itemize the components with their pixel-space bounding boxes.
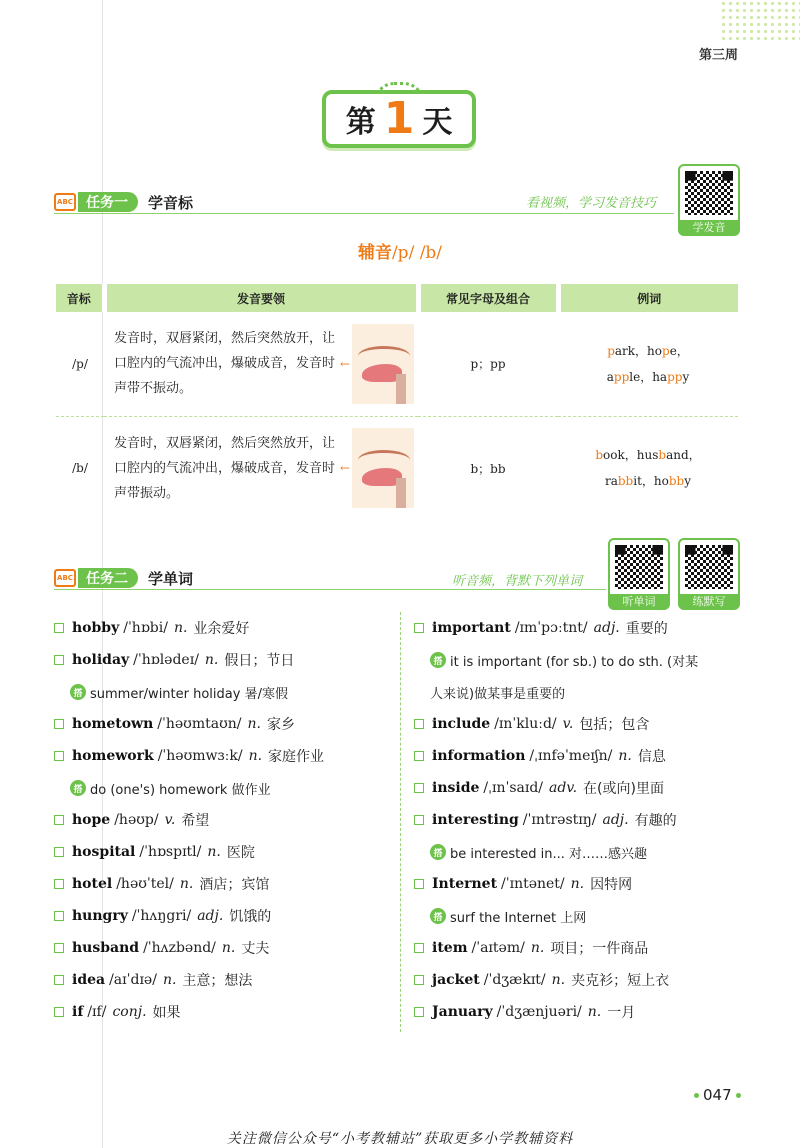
vocab-meaning: 假日；节日 [224,653,295,669]
vocab-word: hungry [72,908,128,924]
qr-caption: 练默写 [678,594,740,610]
vocab-meaning: 夹克衫；短上衣 [571,973,670,989]
vocab-item [54,964,394,996]
vocab-pos: n. [247,716,261,732]
arrow-icon: ← [340,461,351,476]
vocab-ipa: /ˈhɒspɪtl/ [139,844,202,860]
vocab-item [54,708,394,740]
qr-listen-words[interactable] [608,538,670,610]
vocab-item [54,868,394,900]
dot-icon [694,1093,699,1098]
phoneme-symbol: /p/ [56,312,104,416]
vocab-word: item [432,940,468,956]
pronunciation-description: 发音时，双唇紧闭，然后突然放开，让口腔内的气流冲出，爆破成音，发音时声带不振动。 [114,331,336,397]
checkbox[interactable] [54,655,64,665]
section-title-ipa: /p/ /b/ [391,243,443,263]
vocab-word: Internet [432,876,498,892]
vocab-ipa: /həʊp/ [114,812,159,828]
vocab-word: interesting [432,812,519,828]
vocab-ipa: /aɪˈdɪə/ [109,972,157,988]
vocab-item [54,612,394,644]
vocab-pos: n. [551,972,566,988]
vocab-ipa: /ˈaɪtəm/ [471,940,525,956]
vocab-item [414,612,754,644]
vocab-phrase [54,676,394,708]
collocation-badge-icon: 搭 [430,908,446,924]
checkbox[interactable] [54,879,64,889]
vocab-pos: n. [204,652,219,668]
col-header-technique: 发音要领 [104,284,418,312]
vocab-phrase-text: do (one's) homework 做作业 [90,782,271,798]
checkbox[interactable] [414,623,424,633]
vocab-meaning: 重要的 [625,621,668,637]
vocab-item [414,740,754,772]
page-number [690,1086,745,1104]
vocab-word: hope [72,812,111,828]
vocab-meaning: 有趣的 [634,813,677,829]
vocab-ipa: /ˈhəʊmwɜːk/ [157,748,243,764]
letter-combinations: p；pp [418,312,558,416]
vocab-meaning: 家庭作业 [268,749,325,765]
vocab-pos: n. [179,876,194,892]
qr-caption: 听单词 [608,594,670,610]
vocab-pos: conj. [112,1004,147,1020]
checkbox[interactable] [414,719,424,729]
vocab-meaning: 主意；想法 [182,973,253,989]
col-header-examples: 例词 [558,284,738,312]
column-divider [400,612,401,1032]
vocab-word: holiday [72,652,130,668]
vocab-item [414,804,754,836]
vocab-phrase [414,836,754,868]
phoneme-symbol: /b/ [72,461,88,476]
checkbox[interactable] [54,815,64,825]
vocab-phrase [414,900,754,932]
vocab-meaning: 家乡 [266,717,295,733]
arrow-icon: ← [340,356,351,371]
vocab-phrase-text: summer/winter holiday 暑/寒假 [90,686,288,702]
qr-code-icon [685,545,733,589]
vocab-meaning: 项目；一件商品 [550,941,649,957]
section-title-cn: 辅音 [357,243,392,263]
vocab-word: hotel [72,876,113,892]
task1-tag: 任务一 [78,192,138,212]
day-prefix: 第 [345,105,376,140]
vocab-word: hospital [72,844,136,860]
vocab-item [54,740,394,772]
vocab-ipa: /ˈdʒænjuəri/ [496,1004,582,1020]
vocab-word: information [432,748,526,764]
day-number: 1 [383,93,415,144]
vocab-item [54,836,394,868]
vocab-ipa: /ˈhəʊmtaʊn/ [157,716,242,732]
vocab-item [414,932,754,964]
vocab-ipa: /ɪmˈpɔːtnt/ [514,620,588,636]
vocab-pos: n. [570,876,585,892]
vocab-list-right [414,612,754,1028]
vocab-ipa: /ˌɪnfəˈmeɪʃn/ [529,748,613,764]
qr-caption: 学发音 [678,220,740,236]
vocab-word: jacket [432,972,480,988]
task1-title: 学音标 [148,193,194,212]
checkbox[interactable] [414,975,424,985]
vocab-phrase-text: 人来说)做某事是重要的 [430,686,566,702]
decorative-dots [720,0,800,40]
vocab-meaning: 业余爱好 [193,621,250,637]
qr-code-icon [615,545,663,589]
vocab-phrase [414,644,754,676]
vocab-word: include [432,716,491,732]
checkbox[interactable] [54,847,64,857]
pronunciation-description: 发音时，双唇紧闭，然后突然放开，让口腔内的气流冲出，爆破成音，发音时声带振动。 [114,435,336,501]
collocation-badge-icon: 搭 [430,844,446,860]
checkbox[interactable] [414,1007,424,1017]
vocab-pos: v. [562,716,574,732]
vocab-meaning: 一月 [607,1005,636,1021]
vocab-pos: n. [248,748,263,764]
task2-tag: 任务二 [78,568,138,588]
phonics-table [56,284,738,520]
checkbox[interactable] [414,783,424,793]
page-number-text: 047 [703,1086,732,1104]
checkbox[interactable] [54,943,64,953]
collocation-badge-icon: 搭 [430,652,446,668]
vocab-ipa: /ˈhʌŋgri/ [131,908,192,924]
letter-combinations: b；bb [470,461,506,476]
vocab-meaning: 希望 [181,813,210,829]
vocab-ipa: /ˈɪntrəstɪŋ/ [522,812,597,828]
vocab-pos: n. [173,620,188,636]
vocab-meaning: 如果 [152,1005,181,1021]
vocab-item [414,772,754,804]
vocab-phrase-text: be interested in... 对……感兴趣 [450,846,648,862]
task1-note: 看视频，学习发音技巧 [526,196,657,211]
checkbox[interactable] [54,751,64,761]
vocab-item [54,996,394,1028]
mouth-diagram-icon [352,324,414,404]
vocab-word: idea [72,972,106,988]
vocab-pos: n. [221,940,236,956]
vocab-meaning: 因特网 [590,877,633,893]
task2-note: 听音频，背默下列单词 [452,574,583,589]
vocab-list-left [54,612,394,1028]
checkbox[interactable] [414,943,424,953]
day-badge [322,90,476,148]
vocab-word: January [432,1004,493,1020]
vocab-pos: adj. [197,908,224,924]
vocab-meaning: 饥饿的 [229,909,272,925]
collocation-badge-icon: 搭 [70,780,86,796]
collocation-badge-icon: 搭 [70,684,86,700]
vocab-pos: n. [207,844,221,860]
col-header-symbol: 音标 [56,284,104,312]
vocab-pos: n. [618,748,632,764]
vocab-ipa: /ˈhʌzbənd/ [143,940,216,956]
example-words: park，hope， apple，happy [558,312,738,416]
vocab-phrase [54,772,394,804]
vocab-pos: n. [162,972,177,988]
section-title [0,238,800,263]
vocab-meaning: 酒店；宾馆 [199,877,270,893]
qr-dictation[interactable] [678,538,740,610]
footer-note: 关注微信公众号“小考教辅站”获取更多小学教辅资料 [226,1131,574,1147]
vocab-pos: n. [587,1004,602,1020]
abc-book-icon: ABC [54,569,76,587]
vocab-ipa: /ɪnˈkluːd/ [494,716,557,732]
checkbox[interactable] [54,623,64,633]
qr-code-icon [685,171,733,215]
vocab-word: if [72,1004,84,1020]
vocab-ipa: /həʊˈtel/ [116,876,174,892]
vocab-item [414,964,754,996]
week-label: 第三周 [698,48,738,63]
vocab-item [54,804,394,836]
vocab-word: hobby [72,620,120,636]
vocab-meaning: 丈夫 [241,941,270,957]
day-suffix: 天 [422,105,453,140]
vocab-meaning: 在(或向)里面 [583,781,664,797]
abc-book-icon: ABC [54,193,76,211]
mouth-diagram-icon [352,428,414,508]
dot-icon [736,1093,741,1098]
vocab-phrase-text: surf the Internet 上网 [450,910,587,926]
checkbox[interactable] [54,975,64,985]
vocab-item [414,868,754,900]
vocab-pos: adj. [602,812,629,828]
vocab-word: homework [72,748,154,764]
vocab-ipa: /ˈhɒbi/ [123,620,168,636]
vocab-pos: adj. [593,620,620,636]
vocab-meaning: 信息 [637,749,666,765]
checkbox[interactable] [414,879,424,889]
checkbox[interactable] [54,1007,64,1017]
checkbox[interactable] [414,815,424,825]
checkbox[interactable] [54,911,64,921]
vocab-pos: v. [164,812,176,828]
qr-pronunciation[interactable] [678,164,740,236]
task2-underline [54,589,606,590]
task1-underline [54,213,674,214]
vocab-item [54,644,394,676]
vocab-ipa: /ˈɪntənet/ [501,876,565,892]
vocab-item [414,708,754,740]
vocab-phrase-continued [414,676,754,708]
table-row [56,312,738,416]
table-row [56,416,738,520]
vocab-word: hometown [72,716,154,732]
vocab-ipa: /ɪf/ [87,1004,107,1020]
vocab-meaning: 医院 [226,845,255,861]
vocab-item [54,932,394,964]
vocab-word: important [432,620,511,636]
checkbox[interactable] [54,719,64,729]
vocab-pos: n. [530,940,545,956]
example-words: book，husband， rabbit，hobby [595,448,701,489]
vocab-ipa: /ˈdʒækɪt/ [483,972,546,988]
vocab-item [414,996,754,1028]
vocab-word: husband [72,940,140,956]
col-header-letters: 常见字母及组合 [418,284,558,312]
vocab-pos: adv. [549,780,578,796]
task2-header [54,566,193,590]
task1-header [54,190,193,214]
vocab-ipa: /ˈhɒlədeɪ/ [133,652,199,668]
task2-title: 学单词 [148,569,194,588]
vocab-phrase-text: it is important (for sb.) to do sth. (对某 [450,654,699,670]
vocab-meaning: 包括；包含 [579,717,650,733]
vocab-ipa: /ˌɪnˈsaɪd/ [483,780,544,796]
checkbox[interactable] [414,751,424,761]
vocab-item [54,900,394,932]
vocab-word: inside [432,780,480,796]
